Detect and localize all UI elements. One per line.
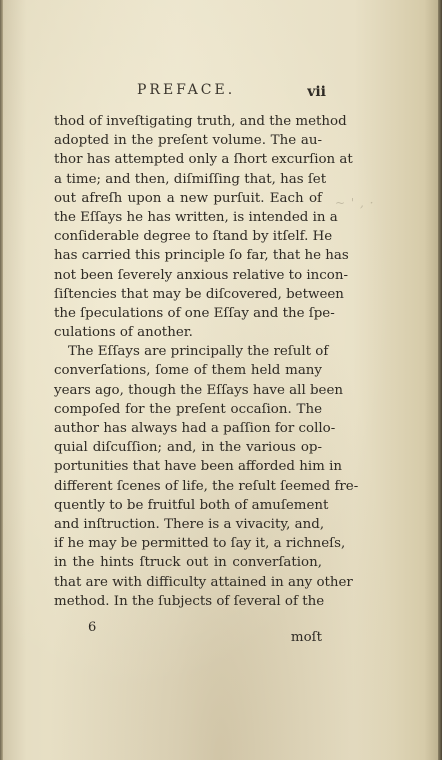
show-through-ink: ~ ' , · — [335, 196, 375, 210]
body-text — [54, 112, 359, 611]
text-line: quently to be fruitful both of amuſement — [54, 497, 329, 513]
text-line: The Eſſays are principally the reſult of — [68, 344, 329, 360]
text-line: conſiderable degree to ſtand by itſelf. He — [54, 229, 333, 245]
text-line: adopted in the preſent volume. The au- — [54, 133, 322, 149]
text-line: and inſtruction. There is a vivacity, and, — [54, 516, 325, 532]
text-line: method. In the ſubjects of ſeveral of the — [54, 593, 325, 609]
text-line: author has always had a paſſion for collo- — [54, 421, 336, 436]
text-line: thor has attempted only a ſhort excurſion at — [54, 152, 353, 168]
page-number: vii — [307, 84, 326, 100]
text-line: not been ſeverely anxious relative to incon- — [54, 267, 348, 283]
text-line: quial diſcuſſion; and, in the various op- — [54, 440, 322, 456]
text-line: the ſpeculations of one Eſſay and the ſpe- — [54, 305, 335, 321]
running-title: PREFACE. — [137, 82, 236, 98]
text-line: ſiſtencies that may be diſcovered, between — [54, 286, 344, 302]
text-line: portunities that have been afforded him in — [54, 459, 342, 475]
text-line: has carried this principle ſo far, that he has — [54, 248, 349, 264]
text-line: the Eſſays he has written, is intended in a — [54, 209, 338, 225]
catchword: moſt — [290, 630, 322, 645]
page-header — [54, 82, 326, 106]
text-line: culations of another. — [54, 325, 193, 341]
text-line: different ſcenes of life, the reſult ſeemed fre- — [54, 478, 359, 494]
text-line: if he may be permitted to ſay it, a richneſs, — [54, 536, 346, 552]
page-footer — [54, 620, 322, 645]
text-line: in the hints ſtruck out in converſation, — [54, 555, 322, 571]
signature-mark: 6 — [88, 620, 97, 635]
text-line: years ago, though the Eſſays have all been — [54, 382, 344, 398]
text-line: that are with difficulty attained in any other — [54, 574, 353, 590]
text-line: thod of inveſtigating truth, and the method — [54, 114, 347, 129]
page-right-edge — [438, 0, 442, 760]
page-left-edge — [0, 0, 3, 760]
text-line: a time; and then, diſmiſſing that, has ſet — [54, 171, 327, 187]
text-line: out afreſh upon a new purſuit. Each of — [54, 190, 322, 206]
text-line: converſations, ſome of them held many — [54, 363, 322, 379]
text-line: compoſed for the preſent occaſion. The — [54, 401, 322, 417]
